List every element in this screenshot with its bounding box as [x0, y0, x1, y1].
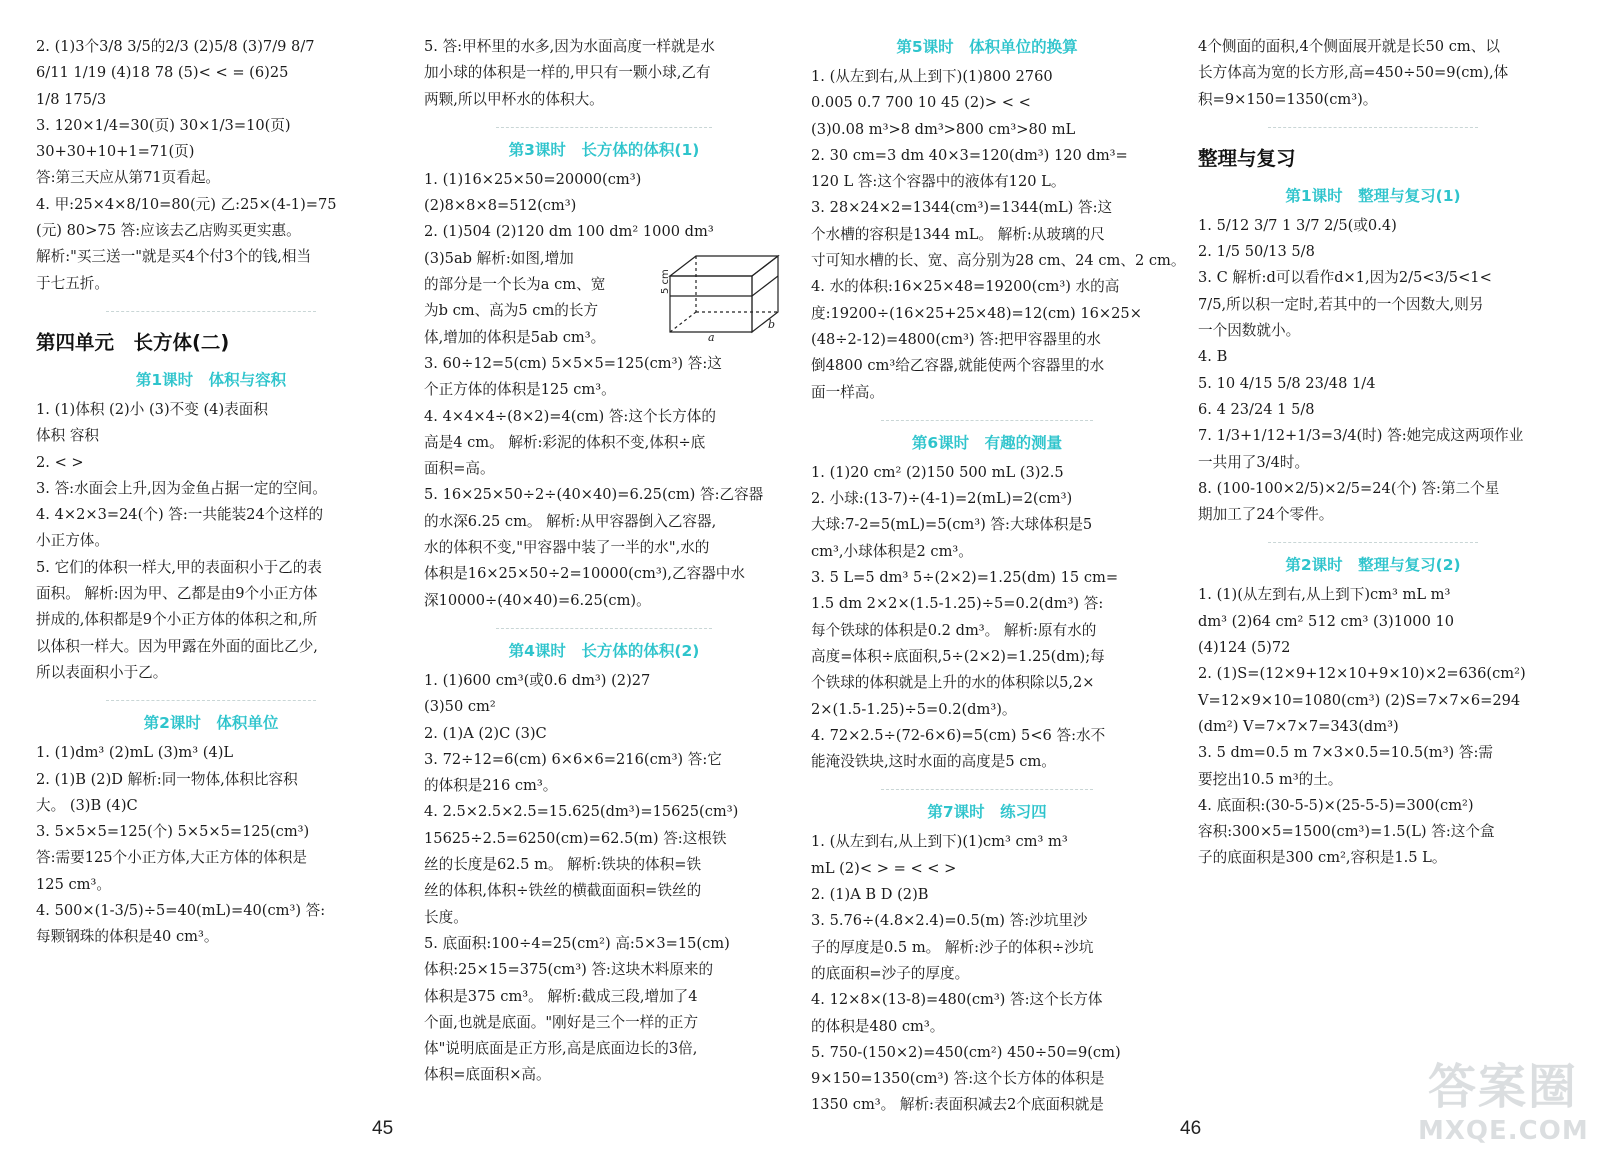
- cuboid-diagram: [656, 250, 784, 342]
- answer-line: 4. 水的体积:16×25×48=19200(cm³) 水的高: [811, 278, 1120, 296]
- answer-line: 每颗钢珠的体积是40 cm³。: [36, 928, 219, 946]
- section-divider: [881, 789, 1092, 791]
- answer-line: 1. (从左到右,从上到下)(1)cm³ cm³ m³: [811, 833, 1068, 851]
- answer-line: 3. 5.76÷(4.8×2.4)=0.5(m) 答:沙坑里沙: [811, 912, 1088, 930]
- answer-line: 的体积是480 cm³。: [811, 1017, 945, 1035]
- answer-line: 大。 (3)B (4)C: [36, 796, 138, 814]
- answer-line: 3. C 解析:d可以看作d×1,因为2/5<3/5<1<: [1198, 269, 1492, 287]
- answer-line: 高度=体积÷底面积,5÷(2×2)=1.25(dm);每: [811, 647, 1105, 665]
- lesson3-figure-block: [424, 246, 784, 351]
- answer-line: 3. 60÷12=5(cm) 5×5×5=125(cm³) 答:这: [424, 354, 722, 372]
- answer-line: 的部分是一个长为a cm、宽: [424, 276, 606, 294]
- lesson2-answers: [36, 740, 386, 950]
- answer-line: 7/5,所以积一定时,若其中的一个因数大,则另: [1198, 295, 1484, 313]
- answer-line: 1. (1)20 cm² (2)150 500 mL (3)2.5: [811, 463, 1064, 481]
- answer-line: 两颗,所以甲杯水的体积大。: [424, 90, 604, 108]
- answer-line: 3. 5 L=5 dm³ 5÷(2×2)=1.25(dm) 15 cm=: [811, 569, 1119, 587]
- answer-line: 体积 容积: [36, 427, 100, 445]
- answer-line: 2. 30 cm=3 dm 40×3=120(dm³) 120 dm³=: [811, 146, 1128, 164]
- answer-line: 大球:7-2=5(mL)=5(cm³) 答:大球体积是5: [811, 516, 1093, 534]
- answer-line: 0.005 0.7 700 10 45 (2)> < <: [811, 94, 1031, 112]
- lesson-title: 第7课时 练习四: [927, 803, 1047, 822]
- lesson-title: 第2课时 体积单位: [143, 714, 279, 733]
- answer-line: 5. 答:甲杯里的水多,因为水面高度一样就是水: [424, 38, 715, 55]
- fig-label-bottom: a: [708, 330, 715, 344]
- answer-line: 要挖出10.5 m³的土。: [1198, 770, 1343, 788]
- answer-line: 15625÷2.5=6250(cm)=62.5(m) 答:这根铁: [424, 829, 727, 847]
- answer-line: 4. B: [1198, 348, 1228, 366]
- lesson-title: 第2课时 整理与复习(2): [1285, 556, 1461, 575]
- answer-line: 的底面积=沙子的厚度。: [811, 964, 970, 982]
- cuboid-top-face: [670, 256, 778, 276]
- answer-line: 积=9×150=1350(cm³)。: [1198, 90, 1378, 108]
- answer-line: 1. (1)600 cm³(或0.6 dm³) (2)27: [424, 671, 651, 689]
- column-1: [36, 34, 386, 1104]
- answer-line: 3. 答:水面会上升,因为金鱼占据一定的空间。: [36, 479, 327, 497]
- answer-line: 3. 120×1/4=30(页) 30×1/3=10(页): [36, 116, 291, 134]
- lesson7-answers: [811, 829, 1163, 1118]
- lesson-title: 第3课时 长方体的体积(1): [508, 140, 700, 159]
- answer-line: 4个侧面的面积,4个侧面展开就是长50 cm、以: [1198, 38, 1500, 55]
- answer-line: (4)124 (5)72: [1198, 639, 1291, 657]
- answer-line: 2×(1.5-1.25)÷5=0.2(dm³)。: [811, 700, 1017, 718]
- answer-line: (2)8×8×8=512(cm³): [424, 197, 577, 215]
- review1-answers: [1198, 213, 1548, 529]
- answer-line: 答:第三天应从第71页看起。: [36, 169, 221, 187]
- watermark-text: 答案圈: [1427, 1059, 1578, 1115]
- answer-line: V=12×9×10=1080(cm³) (2)S=7×7×6=294: [1198, 691, 1521, 709]
- review2-answers: [1198, 582, 1548, 871]
- answer-line: 8. (100-100×2/5)×2/5=24(个) 答:第二个星: [1198, 479, 1500, 497]
- answer-line: 2. 小球:(13-7)÷(4-1)=2(mL)=2(cm³): [811, 490, 1073, 508]
- answer-line: 1.5 dm 2×2×(1.5-1.25)÷5=0.2(dm³) 答:: [811, 595, 1104, 613]
- page-number: 46: [1180, 1118, 1202, 1139]
- answer-line: cm³,小球体积是2 cm³。: [811, 542, 973, 560]
- lesson3-answers-a: [424, 167, 784, 246]
- added-part-line: [752, 276, 778, 296]
- answer-line: 体"说明底面是正方形,高是底面边长的3倍,: [424, 1040, 698, 1058]
- answer-line: 面一样高。: [811, 383, 884, 401]
- answer-line: 120 L 答:这个容器中的液体有120 L。: [811, 173, 1066, 191]
- fig-label-side: 5 cm: [660, 269, 671, 294]
- answer-line: 能淹没铁块,这时水面的高度是5 cm。: [811, 753, 1056, 771]
- lesson-title: 第4课时 长方体的体积(2): [508, 641, 700, 660]
- lesson6-answers: [811, 460, 1163, 776]
- answer-line: 水的体积不变,"甲容器中装了一半的水",水的: [424, 539, 710, 557]
- answer-line: 7. 1/3+1/12+1/3=3/4(时) 答:她完成这两项作业: [1198, 427, 1524, 445]
- answer-line: 2. (1)A B D (2)B: [811, 886, 929, 904]
- answer-line: 丝的长度是62.5 m。 解析:铁块的体积=铁: [424, 856, 702, 874]
- answer-line: 深10000÷(40×40)=6.25(cm)。: [424, 591, 651, 609]
- section-divider: [1268, 127, 1478, 129]
- answer-line: 5. 10 4/15 5/8 23/48 1/4: [1198, 374, 1376, 392]
- answer-line: 体积是375 cm³。 解析:截成三段,增加了4: [424, 987, 698, 1005]
- answer-line: (48÷2-12)=4800(cm³) 答:把甲容器里的水: [811, 330, 1101, 348]
- section-divider: [881, 420, 1092, 422]
- answer-line: 4. 4×2×3=24(个) 答:一共能装24个这样的: [36, 506, 324, 524]
- answer-line: 2. < >: [36, 453, 84, 471]
- answer-line: 个铁球的体积就是上升的水的体积除以5,2×: [811, 674, 1095, 692]
- lesson-title: 第5课时 体积单位的换算: [896, 38, 1078, 56]
- answer-line: 长方体高为宽的长方形,高=450÷50=9(cm),体: [1198, 64, 1509, 82]
- answer-line: 小正方体。: [36, 532, 109, 550]
- answer-line: 4. 底面积:(30-5-5)×(25-5-5)=300(cm²): [1198, 796, 1474, 814]
- lesson-title: 第1课时 整理与复习(1): [1285, 186, 1461, 205]
- answer-line: 个正方体的体积是125 cm³。: [424, 381, 616, 399]
- answer-line: dm³ (2)64 cm² 512 cm³ (3)1000 10: [1198, 612, 1455, 630]
- answer-line: 5. 底面积:100÷4=25(cm²) 高:5×3=15(cm): [424, 934, 730, 952]
- answer-line: (元) 80>75 答:应该去乙店购买更实惠。: [36, 222, 301, 240]
- answer-line: 体积=底面积×高。: [424, 1066, 551, 1084]
- answer-line: 6/11 1/19 (4)18 78 (5)< < = (6)25: [36, 64, 289, 82]
- answer-line: 2. (1)B (2)D 解析:同一物体,体积比容积: [36, 770, 298, 788]
- answer-line: 4. 12×8×(13-8)=480(cm³) 答:这个长方体: [811, 991, 1103, 1009]
- section-divider: [496, 628, 712, 630]
- answer-line: 每个铁球的体积是0.2 dm³。 解析:原有水的: [811, 621, 1097, 639]
- answer-line: 解析:"买三送一"就是买4个付3个的钱,相当: [36, 248, 312, 266]
- answer-line: 2. (1)3个3/8 3/5的2/3 (2)5/8 (3)7/9 8/7: [36, 38, 315, 55]
- lesson5-answers: [811, 64, 1186, 406]
- answer-line: 125 cm³。: [36, 875, 111, 893]
- answer-line: 容积:300×5=1500(cm³)=1.5(L) 答:这个盒: [1198, 823, 1495, 841]
- answer-line: 个面,也就是底面。"刚好是三个一样的正方: [424, 1013, 699, 1031]
- section-divider: [496, 127, 712, 129]
- lesson3-answers-b: [424, 351, 784, 614]
- unit-heading: 第四单元 长方体(二): [36, 330, 230, 354]
- answer-line: 丝的体积,体积÷铁丝的横截面面积=铁丝的: [424, 882, 702, 900]
- answer-line: 1. (1)体积 (2)小 (3)不变 (4)表面积: [36, 400, 268, 418]
- answer-line: 5. 750-(150×2)=450(cm²) 450÷50=9(cm): [811, 1043, 1121, 1061]
- answer-line: 面积=高。: [424, 460, 495, 478]
- lesson-title: 第6课时 有趣的测量: [911, 433, 1063, 452]
- answer-line: 3. 5 dm=0.5 m 7×3×0.5=10.5(m³) 答:需: [1198, 744, 1493, 762]
- answer-line: 4. 4×4×4÷(8×2)=4(cm) 答:这个长方体的: [424, 407, 716, 425]
- answer-line: 高是4 cm。 解析:彩泥的体积不变,体积÷底: [424, 433, 706, 451]
- answer-line: 3. 28×24×2=1344(cm³)=1344(mL) 答:这: [811, 199, 1113, 217]
- answer-line: 体积是16×25×50÷2=10000(cm³),乙容器中水: [424, 565, 745, 583]
- answer-line: 5. 16×25×50÷2÷(40×40)=6.25(cm) 答:乙容器: [424, 486, 764, 504]
- answer-line: 5. 它们的体积一样大,甲的表面积小于乙的表: [36, 558, 322, 576]
- page-number: 45: [372, 1118, 394, 1139]
- answer-line: (3)5ab 解析:如图,增加: [424, 249, 574, 267]
- answer-line: 寸可知水槽的长、宽、高分别为28 cm、24 cm、2 cm。: [811, 252, 1186, 270]
- watermark-logo: [1418, 1048, 1588, 1158]
- answer-line: 3. 72÷12=6(cm) 6×6×6=216(cm³) 答:它: [424, 750, 722, 768]
- answer-line: 3. 5×5×5=125(个) 5×5×5=125(cm³): [36, 823, 310, 841]
- lesson4-answers: [424, 668, 784, 1089]
- answer-line: 子的底面积是300 cm²,容积是1.5 L。: [1198, 849, 1447, 867]
- answer-line: 1. 5/12 3/7 1 3/7 2/5(或0.4): [1198, 216, 1397, 234]
- answer-line: 4. 72×2.5÷(72-6×6)=5(cm) 5<6 答:水不: [811, 726, 1106, 744]
- answer-line: 9×150=1350(cm³) 答:这个长方体的体积是: [811, 1070, 1105, 1088]
- answer-line: 于七五折。: [36, 274, 109, 292]
- answer-line: 子的厚度是0.5 m。 解析:沙子的体积÷沙坑: [811, 938, 1094, 956]
- answer-line: 4. 2.5×2.5×2.5=15.625(dm³)=15625(cm³): [424, 803, 739, 821]
- answer-line: 一共用了3/4时。: [1198, 453, 1310, 471]
- section-divider: [1268, 542, 1478, 544]
- answer-line: 加小球的体积是一样的,甲只有一颗小球,乙有: [424, 64, 711, 82]
- answer-line: 4. 甲:25×4×8/10=80(元) 乙:25×(4-1)=75: [36, 195, 337, 213]
- column-2: [424, 34, 784, 1104]
- answer-line: 6. 4 23/24 1 5/8: [1198, 400, 1315, 418]
- answer-line: 1. (1)16×25×50=20000(cm³): [424, 170, 642, 188]
- answer-line: 以体积一样大。因为甲露在外面的面比乙少,: [36, 637, 318, 655]
- answer-line: 1. (从左到右,从上到下)(1)800 2760: [811, 68, 1053, 85]
- answer-line: 1/8 175/3: [36, 90, 107, 108]
- answer-line: 度:19200÷(16×25+25×48)=12(cm) 16×25×: [811, 304, 1142, 322]
- col4-answers: [1198, 34, 1548, 113]
- answer-line: 拼成的,体积都是9个小正方体的体积之和,所: [36, 611, 318, 629]
- col1-answers: [36, 34, 386, 297]
- answer-line: 2. (1)A (2)C (3)C: [424, 724, 547, 742]
- answer-line: 1. (1)(从左到右,从上到下)cm³ mL m³: [1198, 586, 1451, 604]
- answer-line: (dm²) V=7×7×7=343(dm³): [1198, 717, 1399, 735]
- answer-line: 1. (1)dm³ (2)mL (3)m³ (4)L: [36, 744, 234, 762]
- column-3: [811, 34, 1186, 1114]
- column-4: [1198, 34, 1548, 1104]
- answer-line: 倒4800 cm³给乙容器,就能使两个容器里的水: [811, 357, 1105, 375]
- answer-line: 体,增加的体积是5ab cm³。: [424, 328, 606, 346]
- lesson1-answers: [36, 397, 386, 686]
- answer-line: 2. (1)S=(12×9+12×10+9×10)×2=636(cm²): [1198, 665, 1526, 683]
- section-heading: 整理与复习: [1198, 146, 1296, 170]
- lesson-title: 第1课时 体积与容积: [135, 370, 287, 389]
- answer-line: (3)50 cm²: [424, 698, 496, 716]
- answer-line: 体积:25×15=375(cm³) 答:这块木料原来的: [424, 961, 714, 979]
- answer-line: 个水槽的容积是1344 mL。 解析:从玻璃的尺: [811, 225, 1105, 243]
- answer-line: 4. 500×(1-3/5)÷5=40(mL)=40(cm³) 答:: [36, 902, 326, 920]
- answer-line: 期加工了24个零件。: [1198, 506, 1334, 524]
- watermark-url: MXQE.COM: [1418, 1116, 1589, 1146]
- answer-line: mL (2)< > = < < >: [811, 859, 957, 877]
- answer-line: 的体积是216 cm³。: [424, 777, 558, 795]
- answer-line: 30+30+10+1=71(页): [36, 143, 195, 161]
- answer-line: 1350 cm³。 解析:表面积减去2个底面积就是: [811, 1096, 1104, 1114]
- answer-line: 为b cm、高为5 cm的长方: [424, 302, 599, 320]
- answer-line: 所以表面积小于乙。: [36, 663, 168, 681]
- cuboid-front-face: [670, 276, 752, 332]
- col2-answers: [424, 34, 784, 113]
- answer-line: 2. (1)504 (2)120 dm 100 dm² 1000 dm³: [424, 223, 714, 241]
- answer-line: (3)0.08 m³>8 dm³>800 cm³>80 mL: [811, 120, 1076, 138]
- answer-line: 2. 1/5 50/13 5/8: [1198, 243, 1315, 261]
- fig-label-depth: b: [768, 317, 776, 331]
- answer-line: 长度。: [424, 908, 468, 926]
- answer-line: 一个因数就小。: [1198, 322, 1301, 340]
- answer-line: 答:需要125个小正方体,大正方体的体积是: [36, 849, 307, 867]
- section-divider: [106, 311, 316, 313]
- hidden-edge: [670, 312, 696, 332]
- answer-line: 面积。 解析:因为甲、乙都是由9个小正方体: [36, 585, 318, 603]
- cuboid-figure: [656, 250, 784, 342]
- section-divider: [106, 700, 316, 702]
- answer-line: 的水深6.25 cm。 解析:从甲容器倒入乙容器,: [424, 512, 717, 530]
